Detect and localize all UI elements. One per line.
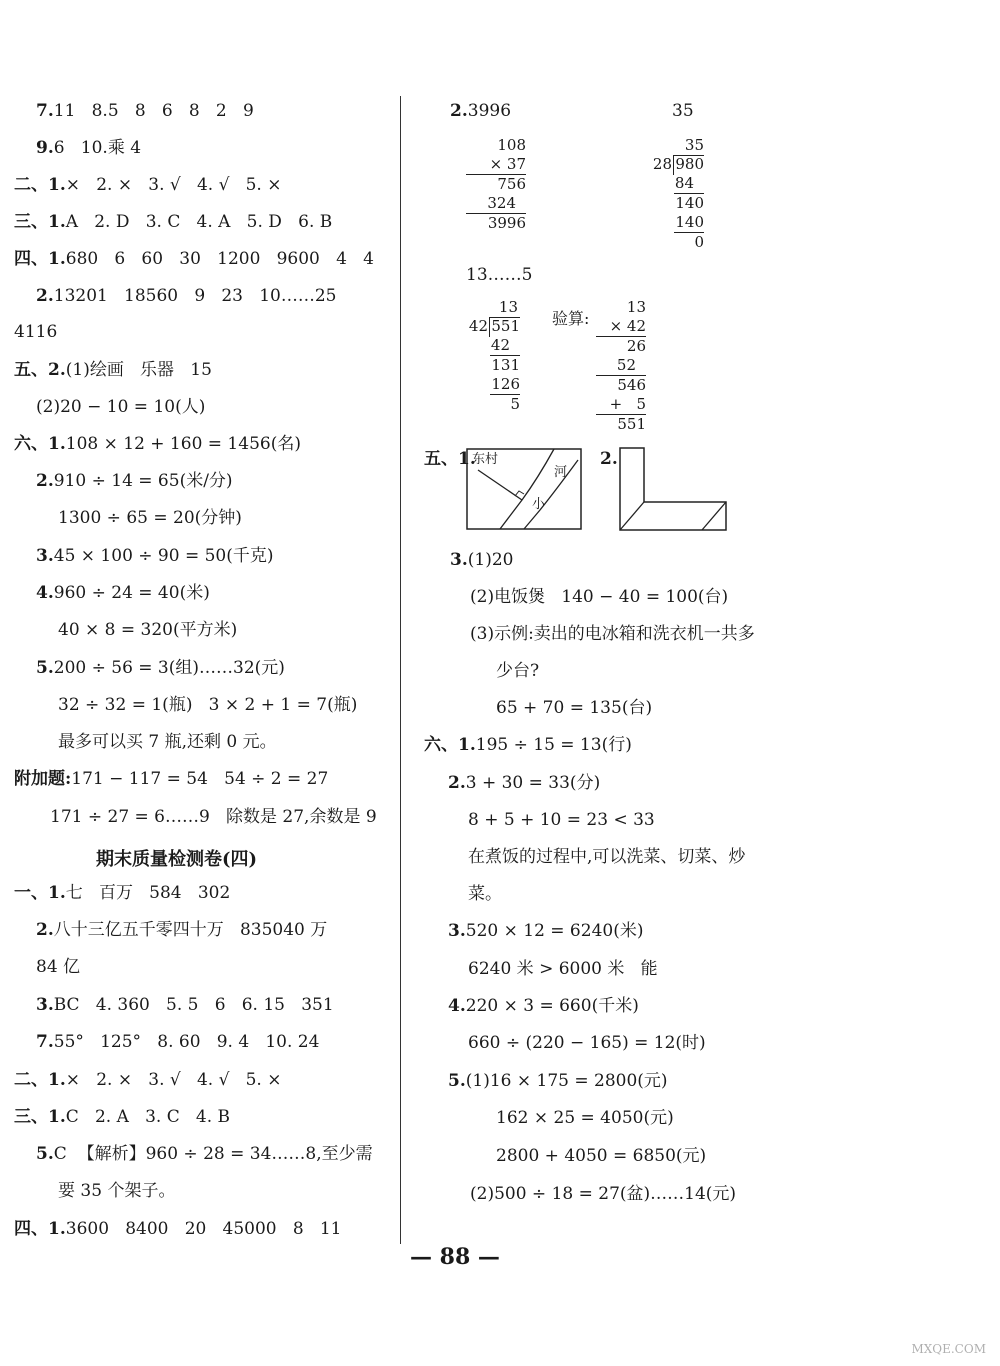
- section-title: 期末质量检测卷(四): [96, 849, 258, 870]
- answer-line: (2)20 − 10 = 10(人): [36, 397, 206, 417]
- answer-line: 三、1.A 2. D 3. C 4. A 5. D 6. B: [14, 212, 333, 232]
- long-division-body: 980 84 140 140 0: [674, 155, 704, 251]
- answer-line: 五、2.(1)绘画 乐器 15: [14, 360, 212, 380]
- answer-line: 40 × 8 = 320(平方米): [58, 620, 238, 640]
- answer-line: 四、1.3600 8400 20 45000 8 11: [14, 1219, 342, 1239]
- answer-line: 660 ÷ (220 − 165) = 12(时): [468, 1033, 706, 1053]
- answer-line: 3.BC 4. 360 5. 5 6 6. 15 351: [36, 995, 334, 1015]
- map-label-small: 小: [532, 497, 546, 512]
- column-divider: [400, 96, 401, 1244]
- map-label-river: 河: [554, 465, 568, 480]
- l-shape-figure: [618, 446, 730, 532]
- answer-line: 7.55° 125° 8. 60 9. 4 10. 24: [36, 1032, 320, 1052]
- answer-line: 5.(1)16 × 175 = 2800(元): [448, 1071, 668, 1091]
- answer-line: 1300 ÷ 65 = 20(分钟): [58, 508, 242, 528]
- answer-line: 8 + 5 + 10 = 23 < 33: [468, 810, 655, 830]
- answer-line: 35: [672, 101, 694, 121]
- answer-line: 二、1.× 2. × 3. √ 4. √ 5. ×: [14, 175, 282, 195]
- answer-line: 2.八十三亿五千零四十万 835040 万: [36, 920, 328, 940]
- answer-line: 三、1.C 2. A 3. C 4. B: [14, 1107, 231, 1127]
- watermark: MXQE.COM: [911, 1342, 986, 1356]
- answer-line: 3.520 × 12 = 6240(米): [448, 921, 644, 941]
- answer-line: 2.3 + 30 = 33(分): [448, 773, 601, 793]
- check-label: 验算:: [552, 309, 590, 328]
- answer-line: 5.C 【解析】960 ÷ 28 = 34……8,至少需: [36, 1144, 373, 1164]
- answer-line: 最多可以买 7 瓶,还剩 0 元。: [58, 732, 277, 752]
- long-division: 35: [684, 136, 704, 154]
- answer-line: 2.910 ÷ 14 = 65(米/分): [36, 471, 233, 491]
- answer-line: 2.: [600, 449, 618, 469]
- answer-line: 附加题:171 − 117 = 54 54 ÷ 2 = 27: [14, 769, 329, 789]
- answer-line: 一、1.七 百万 584 302: [14, 883, 231, 903]
- answer-line: 2.13201 18560 9 23 10……25: [36, 286, 337, 306]
- answer-line: 32 ÷ 32 = 1(瓶) 3 × 2 + 1 = 7(瓶): [58, 695, 358, 715]
- answer-line: 菜。: [468, 884, 502, 904]
- answer-line: (2)电饭煲 140 − 40 = 100(台): [470, 587, 729, 607]
- answer-line: 二、1.× 2. × 3. √ 4. √ 5. ×: [14, 1070, 282, 1090]
- answer-line: 4.220 × 3 = 660(千米): [448, 996, 639, 1016]
- answer-line: 6240 米 > 6000 米 能: [468, 959, 658, 979]
- vertical-multiplication: 108 × 37 756 324 3996: [466, 136, 526, 233]
- long-division-2-body: 551 42 131 126 5: [490, 317, 520, 413]
- answer-line: 四、1.680 6 60 30 1200 9600 4 4: [14, 249, 374, 269]
- answer-line: 7.11 8.5 8 6 8 2 9: [36, 101, 254, 121]
- answer-line: 5.200 ÷ 56 = 3(组)……32(元): [36, 658, 285, 678]
- answer-line: 162 × 25 = 4050(元): [496, 1108, 674, 1128]
- answer-line: 13……5: [466, 265, 533, 285]
- answer-line: 84 亿: [36, 957, 81, 977]
- answer-line: 六、1.195 ÷ 15 = 13(行): [424, 735, 632, 755]
- answer-line: 2.3996: [450, 101, 512, 121]
- answer-line: 4.960 ÷ 24 = 40(米): [36, 583, 210, 603]
- answer-line: 六、1.108 × 12 + 160 = 1456(名): [14, 434, 301, 454]
- answer-line: 65 + 70 = 135(台): [496, 698, 653, 718]
- answer-line: (3)示例:卖出的电冰箱和洗衣机一共多: [470, 624, 755, 644]
- map-label-village: 东村: [472, 452, 499, 467]
- answer-line: (2)500 ÷ 18 = 27(盆)……14(元): [470, 1184, 737, 1204]
- answer-line: 在煮饭的过程中,可以洗菜、切菜、炒: [468, 847, 746, 867]
- divisor: 42: [468, 317, 488, 335]
- answer-line: 171 ÷ 27 = 6……9 除数是 27,余数是 9: [50, 807, 377, 827]
- answer-line: 9.6 10.乘 4: [36, 138, 142, 158]
- answer-line: 3.45 × 100 ÷ 90 = 50(千克): [36, 546, 274, 566]
- check-multiplication: 13 × 42 26 52 546 + 5 551: [596, 298, 646, 434]
- answer-line: 2800 + 4050 = 6850(元): [496, 1146, 707, 1166]
- long-division-2: 13: [498, 298, 518, 316]
- answer-line: 要 35 个架子。: [58, 1181, 176, 1201]
- answer-line: 3.(1)20: [450, 550, 514, 570]
- answer-line: 4116: [14, 322, 58, 342]
- page-number: — 88 —: [410, 1244, 500, 1270]
- answer-line: 五、1.: [424, 449, 476, 469]
- divisor: 28: [652, 155, 672, 173]
- answer-line: 少台?: [496, 661, 540, 681]
